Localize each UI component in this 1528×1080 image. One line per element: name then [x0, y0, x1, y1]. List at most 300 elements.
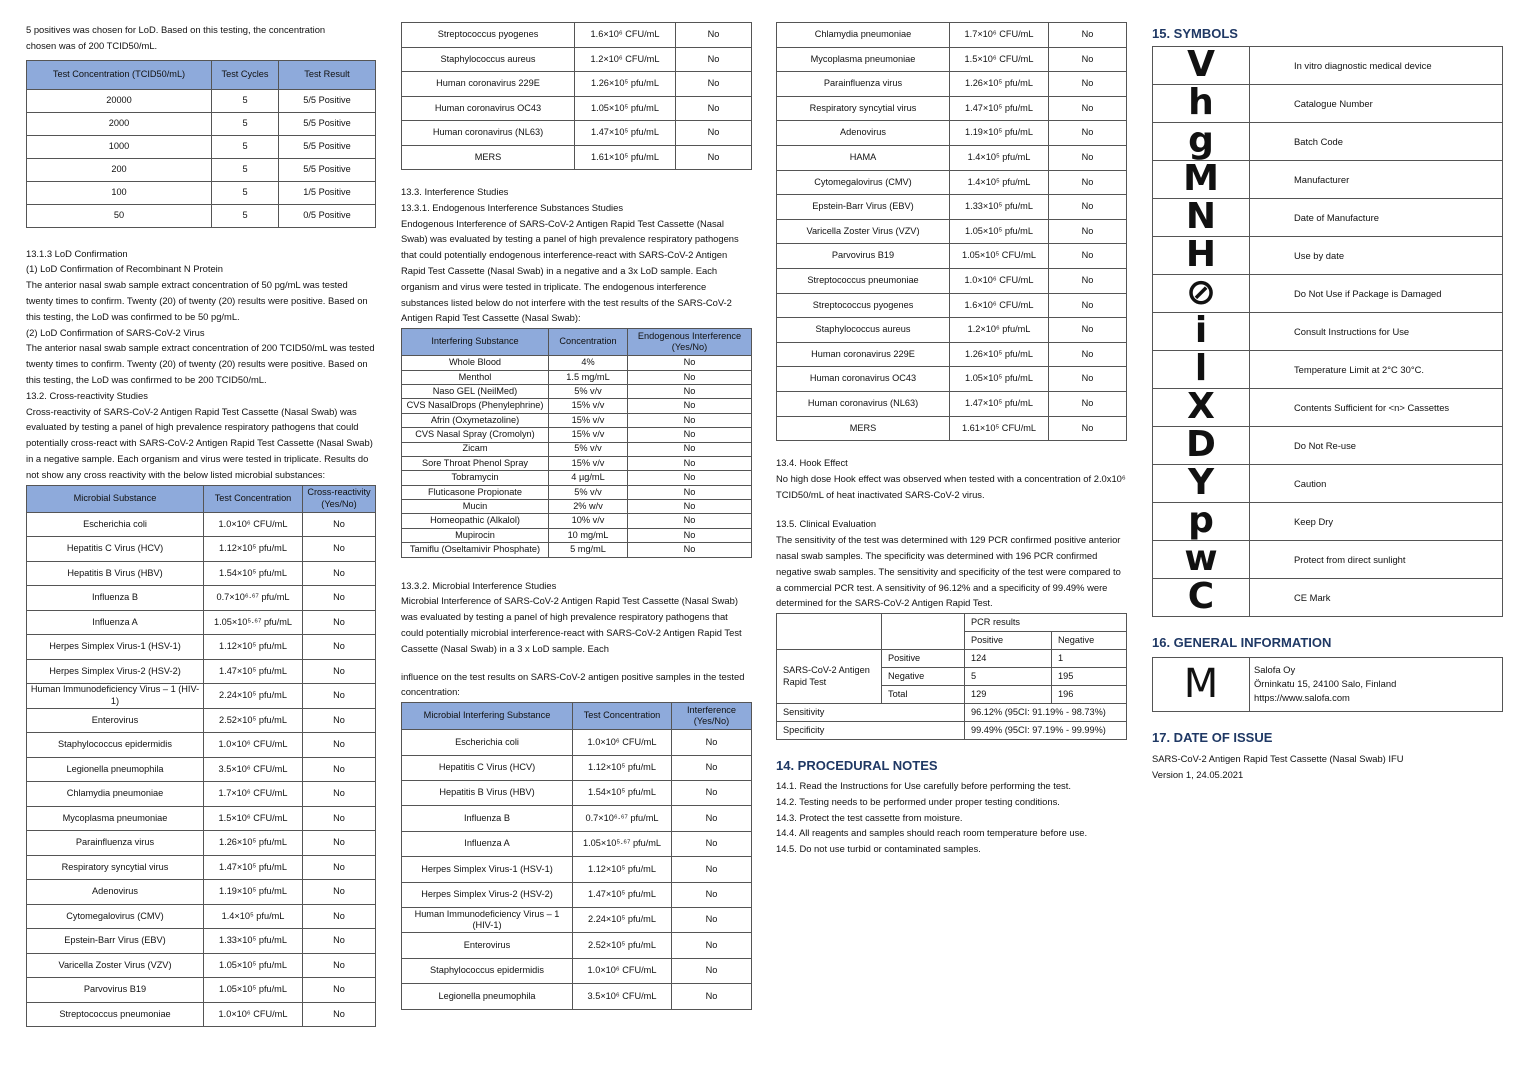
- cross-row-cell: No: [303, 708, 376, 733]
- micro-cont-row-cell: No: [1049, 244, 1127, 269]
- date-of-manufacture-icon: N: [1153, 198, 1250, 236]
- micro-cont-row: [777, 367, 1127, 392]
- cross-row-cell: No: [303, 929, 376, 954]
- pcr-blank-2: [882, 614, 965, 650]
- micro-cont-row-cell: Human coronavirus OC43: [777, 367, 950, 392]
- lod-row-cell: 5/5 Positive: [279, 135, 376, 158]
- lod-row-cell: 200: [27, 158, 212, 181]
- micro-cont-row: [777, 268, 1127, 293]
- micro-cont-row: [777, 145, 1127, 170]
- lod-row: [27, 181, 376, 204]
- micro-cont-row-cell: No: [1049, 72, 1127, 97]
- micro-cont-row-cell: Streptococcus pneumoniae: [777, 268, 950, 293]
- endo-row-cell: Naso GEL (NeilMed): [402, 384, 549, 398]
- microbial-cont-body: [777, 23, 1127, 441]
- lod-row: [27, 135, 376, 158]
- cross-header-substance: Microbial Substance: [27, 485, 204, 512]
- micro-cont-row-cell: 1.5×10⁶ CFU/mL: [950, 47, 1049, 72]
- cross-row: [27, 561, 376, 586]
- endo-row-cell: No: [628, 500, 752, 514]
- micro-row: [402, 907, 752, 932]
- cross-row-cell: No: [303, 978, 376, 1003]
- cross-cont-row: [402, 145, 752, 170]
- do-not-use-if-damaged-icon: ⊘: [1153, 274, 1250, 312]
- procedural-notes-list: [776, 778, 1127, 857]
- lod-row-cell: 50: [27, 204, 212, 227]
- micro-cont-row-cell: 1.61×10⁵ CFU/mL: [950, 416, 1049, 441]
- endo-row-cell: No: [628, 485, 752, 499]
- endo-header-result: Endogenous Interference (Yes/No): [628, 329, 752, 356]
- cross-row-cell: 1.12×10⁵ pfu/mL: [204, 635, 303, 660]
- endogenous-table-body: [402, 356, 752, 557]
- cross-row-cell: Hepatitis B Virus (HBV): [27, 561, 204, 586]
- cross-row-cell: No: [303, 904, 376, 929]
- micro-row-cell: No: [672, 984, 752, 1009]
- micro-cont-row-cell: 1.26×10⁵ pfu/mL: [950, 342, 1049, 367]
- cross-row-cell: No: [303, 610, 376, 635]
- micro-cont-row-cell: No: [1049, 268, 1127, 293]
- cross-row-cell: Chlamydia pneumoniae: [27, 782, 204, 807]
- endo-row-cell: CVS NasalDrops (Phenylephrine): [402, 399, 549, 413]
- symbol-label: Consult Instructions for Use: [1250, 312, 1503, 350]
- lod-confirm-heading: 13.1.3 LoD Confirmation: [26, 247, 128, 259]
- endo-row-cell: No: [628, 528, 752, 542]
- cross-row-cell: No: [303, 1002, 376, 1027]
- lod-header-concentration: Test Concentration (TCID50/mL): [27, 60, 212, 89]
- pcr-row-negative: Negative: [882, 668, 965, 686]
- cross-row-cell: 1.47×10⁵ pfu/mL: [204, 659, 303, 684]
- cross-cont-row-cell: No: [676, 47, 752, 72]
- symbol-label: Batch Code: [1250, 122, 1503, 160]
- micro-row-cell: 3.5×10⁶ CFU/mL: [573, 984, 672, 1009]
- endo-row-cell: 1.5 mg/mL: [549, 370, 628, 384]
- micro-cont-row-cell: Mycoplasma pneumoniae: [777, 47, 950, 72]
- cross-row-cell: No: [303, 537, 376, 562]
- endo-row-cell: No: [628, 399, 752, 413]
- cross-row: [27, 904, 376, 929]
- cross-cont-row-cell: No: [676, 96, 752, 121]
- micro-cont-row-cell: Streptococcus pyogenes: [777, 293, 950, 318]
- micro-row-cell: No: [672, 831, 752, 856]
- micro-cont-row: [777, 342, 1127, 367]
- microbial-heading: 13.3.2. Microbial Interference Studies: [401, 579, 557, 591]
- micro-cont-row-cell: No: [1049, 219, 1127, 244]
- symbol-label: Contents Sufficient for <n> Cassettes: [1250, 388, 1503, 426]
- micro-cont-row-cell: HAMA: [777, 145, 950, 170]
- endogenous-table: [401, 328, 752, 557]
- symbols-heading: 15. SYMBOLS: [1152, 26, 1238, 41]
- cross-row-cell: No: [303, 635, 376, 660]
- endo-row-cell: No: [628, 514, 752, 528]
- symbol-label: Date of Manufacture: [1250, 198, 1503, 236]
- cross-row-cell: 1.05×10⁵·⁶⁷ pfu/mL: [204, 610, 303, 635]
- endo-row-cell: Whole Blood: [402, 356, 549, 370]
- endo-row-cell: No: [628, 428, 752, 442]
- cross-cont-row-cell: Human coronavirus OC43: [402, 96, 575, 121]
- micro-cont-row-cell: 1.4×10⁵ pfu/mL: [950, 145, 1049, 170]
- symbol-label: Do Not Re-use: [1250, 426, 1503, 464]
- cross-cont-row-cell: No: [676, 23, 752, 48]
- column-3: [776, 22, 1127, 857]
- endogenous-text: Endogenous Interference of SARS-CoV-2 Antigen Rapid Test Cassette (Nasal Swab) was evaluated by testing a panel of high prevalence respiratory pathogens that could potentially endogenous interference-react with SARS-CoV-2 Antigen Rapid Test Cassette (Nasal Swab) in a negative and a 3x LoD sample. Each organism and virus were tested in triplicate. The endogenous interference substances listed below do not interfere with the test results of the SARS-CoV-2 Antigen Rapid Test Cassette (Nasal Swab):: [401, 217, 739, 324]
- endo-row-cell: Zicam: [402, 442, 549, 456]
- micro-header-concentration: Test Concentration: [573, 703, 672, 730]
- procedural-heading: 14. PROCEDURAL NOTES: [776, 758, 938, 774]
- cross-row-cell: Herpes Simplex Virus-1 (HSV-1): [27, 635, 204, 660]
- micro-cont-row-cell: Staphylococcus aureus: [777, 318, 950, 343]
- cross-cont-row: [402, 47, 752, 72]
- endo-row-cell: Afrin (Oxymetazoline): [402, 413, 549, 427]
- lod-header-cycles: Test Cycles: [212, 60, 279, 89]
- cross-row-cell: 1.47×10⁵ pfu/mL: [204, 855, 303, 880]
- symbol-label: Catalogue Number: [1250, 84, 1503, 122]
- batch-code-icon: g: [1153, 122, 1250, 160]
- manufacturer-icon: M: [1153, 657, 1250, 711]
- micro-cont-row-cell: No: [1049, 96, 1127, 121]
- cross-row-cell: Respiratory syncytial virus: [27, 855, 204, 880]
- lod-confirm-1-heading: (1) LoD Confirmation of Recombinant N Protein: [26, 263, 223, 275]
- sensitivity-value: 96.12% (95CI: 91.19% - 98.73%): [965, 704, 1127, 722]
- micro-cont-row: [777, 244, 1127, 269]
- endo-row-cell: Tamiflu (Oseltamivir Phosphate): [402, 543, 549, 557]
- endo-row-cell: 5% v/v: [549, 485, 628, 499]
- cross-row-cell: 1.05×10⁵ pfu/mL: [204, 953, 303, 978]
- micro-row: [402, 958, 752, 983]
- endo-row: [402, 370, 752, 384]
- micro-row-cell: Influenza B: [402, 806, 573, 831]
- cross-row-cell: Influenza B: [27, 586, 204, 611]
- endo-row: [402, 514, 752, 528]
- micro-row-cell: 0.7×10⁶·⁶⁷ pfu/mL: [573, 806, 672, 831]
- cross-row-cell: Herpes Simplex Virus-2 (HSV-2): [27, 659, 204, 684]
- micro-cont-row-cell: No: [1049, 47, 1127, 72]
- micro-row-cell: 1.05×10⁵·⁶⁷ pfu/mL: [573, 831, 672, 856]
- micro-cont-row-cell: No: [1049, 145, 1127, 170]
- cross-row: [27, 635, 376, 660]
- ce-mark-icon: C: [1153, 578, 1250, 616]
- micro-row-cell: Staphylococcus epidermidis: [402, 958, 573, 983]
- cross-row-cell: Streptococcus pneumoniae: [27, 1002, 204, 1027]
- micro-cont-row: [777, 72, 1127, 97]
- cross-cont-row-cell: 1.47×10⁵ pfu/mL: [575, 121, 676, 146]
- micro-cont-row-cell: Respiratory syncytial virus: [777, 96, 950, 121]
- micro-cont-row-cell: 1.05×10⁵ CFU/mL: [950, 244, 1049, 269]
- endo-row-cell: Mucin: [402, 500, 549, 514]
- micro-row: [402, 857, 752, 882]
- sensitivity-label: Sensitivity: [777, 704, 965, 722]
- micro-row-cell: No: [672, 730, 752, 755]
- micro-cont-row-cell: 1.2×10⁶ pfu/mL: [950, 318, 1049, 343]
- symbol-label: Caution: [1250, 464, 1503, 502]
- pcr-negative-col: Negative: [1052, 632, 1127, 650]
- micro-row: [402, 806, 752, 831]
- micro-cont-row: [777, 219, 1127, 244]
- cross-cont-row-cell: 1.2×10⁶ CFU/mL: [575, 47, 676, 72]
- microbial-table-cont: [776, 22, 1127, 441]
- cross-row-cell: Influenza A: [27, 610, 204, 635]
- micro-row-cell: Legionella pneumophila: [402, 984, 573, 1009]
- symbols-table: [1152, 46, 1503, 617]
- cross-row: [27, 929, 376, 954]
- symbol-row: [1153, 578, 1503, 616]
- manufacturer-info: [1250, 657, 1503, 711]
- pcr-results-label: PCR results: [965, 614, 1127, 632]
- endo-row: [402, 471, 752, 485]
- use-by-date-icon: H: [1153, 236, 1250, 274]
- procedural-note: 14.2. Testing needs to be performed under proper testing conditions.: [776, 795, 1060, 807]
- consult-instructions-icon: i: [1153, 312, 1250, 350]
- cross-cont-row-cell: 1.61×10⁵ pfu/mL: [575, 145, 676, 170]
- cross-row-cell: No: [303, 757, 376, 782]
- micro-row-cell: 1.12×10⁵ pfu/mL: [573, 857, 672, 882]
- lod-intro: 5 positives was chosen for LoD. Based on this testing, the concentration chosen was of 200 TCID50/mL.: [26, 24, 326, 51]
- endo-row-cell: No: [628, 456, 752, 470]
- endo-row-cell: 15% v/v: [549, 456, 628, 470]
- micro-cont-row-cell: MERS: [777, 416, 950, 441]
- micro-row-cell: Influenza A: [402, 831, 573, 856]
- cross-row-cell: Human Immunodeficiency Virus – 1 (HIV-1): [27, 684, 204, 709]
- manufacturer-address: Örninkatu 15, 24100 Salo, Finland: [1254, 678, 1397, 690]
- pcr-positive-col: Positive: [965, 632, 1052, 650]
- micro-row: [402, 933, 752, 958]
- symbols-table-body: [1153, 46, 1503, 616]
- microbial-table-body: [402, 730, 752, 1009]
- symbol-row: [1153, 502, 1503, 540]
- micro-row-cell: Herpes Simplex Virus-2 (HSV-2): [402, 882, 573, 907]
- cross-row-cell: No: [303, 831, 376, 856]
- micro-row: [402, 984, 752, 1009]
- micro-row: [402, 781, 752, 806]
- micro-row-cell: Human Immunodeficiency Virus – 1 (HIV-1): [402, 907, 573, 932]
- cross-row: [27, 684, 376, 709]
- cross-cont-row-cell: Staphylococcus aureus: [402, 47, 575, 72]
- cross-row-cell: Epstein-Barr Virus (EBV): [27, 929, 204, 954]
- endo-row: [402, 413, 752, 427]
- endogenous-heading: 13.3.1. Endogenous Interference Substances Studies: [401, 201, 624, 213]
- micro-row-cell: Hepatitis C Virus (HCV): [402, 755, 573, 780]
- endo-header-concentration: Concentration: [549, 329, 628, 356]
- micro-cont-row-cell: No: [1049, 391, 1127, 416]
- lod-row-cell: 5/5 Positive: [279, 89, 376, 112]
- lod-row-cell: 5: [212, 158, 279, 181]
- catalogue-number-icon: h: [1153, 84, 1250, 122]
- cross-row-cell: Parainfluenza virus: [27, 831, 204, 856]
- micro-row-cell: 1.12×10⁵ pfu/mL: [573, 755, 672, 780]
- manufacturer-url[interactable]: https://www.salofa.com: [1254, 692, 1350, 704]
- symbol-label: Keep Dry: [1250, 502, 1503, 540]
- micro-cont-row-cell: Varicella Zoster Virus (VZV): [777, 219, 950, 244]
- micro-cont-row: [777, 318, 1127, 343]
- micro-row-cell: 1.47×10⁵ pfu/mL: [573, 882, 672, 907]
- cross-row-cell: No: [303, 586, 376, 611]
- micro-row-cell: Hepatitis B Virus (HBV): [402, 781, 573, 806]
- cross-cont-row-cell: No: [676, 121, 752, 146]
- pcr-cell: 5: [965, 668, 1052, 686]
- micro-cont-row: [777, 47, 1127, 72]
- temperature-limit-icon: l: [1153, 350, 1250, 388]
- micro-cont-row-cell: 1.47×10⁵ pfu/mL: [950, 391, 1049, 416]
- cross-row: [27, 757, 376, 782]
- micro-cont-row: [777, 391, 1127, 416]
- cross-row: [27, 733, 376, 758]
- pcr-cell: 1: [1052, 650, 1127, 668]
- micro-row-cell: No: [672, 933, 752, 958]
- procedural-note: 14.5. Do not use turbid or contaminated samples.: [776, 843, 981, 855]
- column-1: [26, 22, 376, 1027]
- lod-row: [27, 204, 376, 227]
- endo-row-cell: No: [628, 384, 752, 398]
- endo-row-cell: No: [628, 370, 752, 384]
- cross-row: [27, 806, 376, 831]
- endo-row: [402, 500, 752, 514]
- cross-row-cell: Adenovirus: [27, 880, 204, 905]
- lod-row-cell: 2000: [27, 112, 212, 135]
- hook-text: No high dose Hook effect was observed when tested with a concentration of 2.0x10⁶ TCID50/mL of heat inactivated SARS-CoV-2 virus.: [776, 472, 1126, 500]
- symbol-label: Do Not Use if Package is Damaged: [1250, 274, 1503, 312]
- clinical-heading: 13.5. Clinical Evaluation: [776, 518, 877, 530]
- lod-row-cell: 5/5 Positive: [279, 158, 376, 181]
- cross-row-cell: 1.05×10⁵ pfu/mL: [204, 978, 303, 1003]
- pcr-row-label: SARS-CoV-2 Antigen Rapid Test: [777, 650, 882, 704]
- endo-row-cell: 15% v/v: [549, 413, 628, 427]
- micro-row-cell: 1.0×10⁶ CFU/mL: [573, 958, 672, 983]
- cross-row-cell: No: [303, 659, 376, 684]
- endo-row-cell: 5% v/v: [549, 384, 628, 398]
- cross-row: [27, 610, 376, 635]
- specificity-label: Specificity: [777, 722, 965, 740]
- endo-row: [402, 384, 752, 398]
- endo-row: [402, 543, 752, 557]
- pcr-row-total: Total: [882, 686, 965, 704]
- cross-row-cell: Legionella pneumophila: [27, 757, 204, 782]
- micro-row-cell: 1.0×10⁶ CFU/mL: [573, 730, 672, 755]
- hook-heading: 13.4. Hook Effect: [776, 457, 848, 469]
- cross-row-cell: 1.19×10⁵ pfu/mL: [204, 880, 303, 905]
- cross-row-cell: 1.0×10⁶ CFU/mL: [204, 1002, 303, 1027]
- micro-row-cell: No: [672, 857, 752, 882]
- micro-cont-row-cell: 1.26×10⁵ pfu/mL: [950, 72, 1049, 97]
- manufacturer-icon: M: [1153, 160, 1250, 198]
- pcr-cell: 196: [1052, 686, 1127, 704]
- micro-cont-row-cell: 1.19×10⁵ pfu/mL: [950, 121, 1049, 146]
- clinical-text: The sensitivity of the test was determined with 129 PCR confirmed positive anterior nasal swab samples. The specificity was determined with 196 PCR confirmed negative swab samples. The sensitivity and specificity of the test were compared to a commercial PCR test. A sensitivity of 96.12% and a specificity of 99.49% were determined for the SARS-CoV-2 Antigen Rapid Test.: [776, 534, 1121, 609]
- lod-row-cell: 5: [212, 89, 279, 112]
- micro-cont-row-cell: Epstein-Barr Virus (EBV): [777, 195, 950, 220]
- cross-row-cell: Parvovirus B19: [27, 978, 204, 1003]
- micro-cont-row-cell: No: [1049, 416, 1127, 441]
- micro-row-cell: Herpes Simplex Virus-1 (HSV-1): [402, 857, 573, 882]
- endo-row: [402, 528, 752, 542]
- cross-cont-row-cell: Human coronavirus 229E: [402, 72, 575, 97]
- micro-row-cell: No: [672, 882, 752, 907]
- cross-row-cell: 1.0×10⁶ CFU/mL: [204, 512, 303, 537]
- cross-cont-row-cell: 1.6×10⁶ CFU/mL: [575, 23, 676, 48]
- cross-table-body: [27, 512, 376, 1027]
- micro-row-cell: Escherichia coli: [402, 730, 573, 755]
- cross-cont-row: [402, 23, 752, 48]
- endo-row-cell: No: [628, 543, 752, 557]
- micro-cont-row-cell: Human coronavirus 229E: [777, 342, 950, 367]
- symbol-row: [1153, 426, 1503, 464]
- cross-row: [27, 537, 376, 562]
- keep-dry-icon: p: [1153, 502, 1250, 540]
- endo-row-cell: 10% v/v: [549, 514, 628, 528]
- symbol-label: CE Mark: [1250, 578, 1503, 616]
- cross-row-cell: Hepatitis C Virus (HCV): [27, 537, 204, 562]
- endo-row: [402, 456, 752, 470]
- cross-row: [27, 659, 376, 684]
- issue-line-2: Version 1, 24.05.2021: [1152, 769, 1244, 781]
- micro-cont-row-cell: Human coronavirus (NL63): [777, 391, 950, 416]
- cross-row-cell: 2.24×10⁵ pfu/mL: [204, 684, 303, 709]
- micro-row-cell: No: [672, 755, 752, 780]
- symbol-row: [1153, 464, 1503, 502]
- cross-row-cell: No: [303, 512, 376, 537]
- cross-cont-row-cell: 1.26×10⁵ pfu/mL: [575, 72, 676, 97]
- endo-row: [402, 485, 752, 499]
- microbial-text: Microbial Interference of SARS-CoV-2 Antigen Rapid Test Cassette (Nasal Swab) was evaluated by testing a panel of high prevalence respiratory pathogens that could potentially microbial interference-react with SARS-CoV-2 Antigen Rapid Test Cassette (Nasal Swab) in a 3 x LoD sample. Each: [401, 595, 742, 654]
- micro-cont-row-cell: No: [1049, 170, 1127, 195]
- cross-row-cell: 1.26×10⁵ pfu/mL: [204, 831, 303, 856]
- lod-row-cell: 5/5 Positive: [279, 112, 376, 135]
- cross-cont-row-cell: Human coronavirus (NL63): [402, 121, 575, 146]
- symbol-row: [1153, 84, 1503, 122]
- micro-cont-row-cell: Parvovirus B19: [777, 244, 950, 269]
- cross-row-cell: No: [303, 561, 376, 586]
- cross-row: [27, 782, 376, 807]
- endo-row-cell: 5 mg/mL: [549, 543, 628, 557]
- micro-row-cell: Enterovirus: [402, 933, 573, 958]
- micro-row-cell: No: [672, 907, 752, 932]
- endo-header-substance: Interfering Substance: [402, 329, 549, 356]
- micro-cont-row-cell: No: [1049, 342, 1127, 367]
- caution-icon: Y: [1153, 464, 1250, 502]
- endo-row-cell: No: [628, 471, 752, 485]
- cross-row-cell: No: [303, 953, 376, 978]
- cross-row-cell: Varicella Zoster Virus (VZV): [27, 953, 204, 978]
- micro-row: [402, 730, 752, 755]
- cross-row-cell: No: [303, 733, 376, 758]
- micro-row-cell: No: [672, 806, 752, 831]
- cross-cont-row: [402, 96, 752, 121]
- micro-row-cell: No: [672, 781, 752, 806]
- symbol-label: Protect from direct sunlight: [1250, 540, 1503, 578]
- endo-row: [402, 442, 752, 456]
- symbol-row: [1153, 350, 1503, 388]
- endo-row-cell: No: [628, 413, 752, 427]
- cross-row: [27, 1002, 376, 1027]
- lod-table-body: [27, 89, 376, 227]
- symbol-row: [1153, 540, 1503, 578]
- micro-cont-row-cell: No: [1049, 121, 1127, 146]
- cross-heading: 13.2. Cross-reactivity Studies: [26, 389, 148, 401]
- lod-row: [27, 112, 376, 135]
- lod-row-cell: 5: [212, 181, 279, 204]
- microbial-table: [401, 702, 752, 1009]
- cross-cont-row-cell: Streptococcus pyogenes: [402, 23, 575, 48]
- micro-row-cell: No: [672, 958, 752, 983]
- issue-line-1: SARS-CoV-2 Antigen Rapid Test Cassette (Nasal Swab) IFU: [1152, 753, 1404, 765]
- micro-cont-row: [777, 23, 1127, 48]
- endo-row-cell: 4%: [549, 356, 628, 370]
- cross-row-cell: 1.4×10⁵ pfu/mL: [204, 904, 303, 929]
- symbol-row: [1153, 198, 1503, 236]
- cross-row-cell: 1.0×10⁶ CFU/mL: [204, 733, 303, 758]
- cross-reactivity-table: [26, 485, 376, 1028]
- symbol-row: [1153, 312, 1503, 350]
- endo-row-cell: 4 µg/mL: [549, 471, 628, 485]
- lod-row-cell: 20000: [27, 89, 212, 112]
